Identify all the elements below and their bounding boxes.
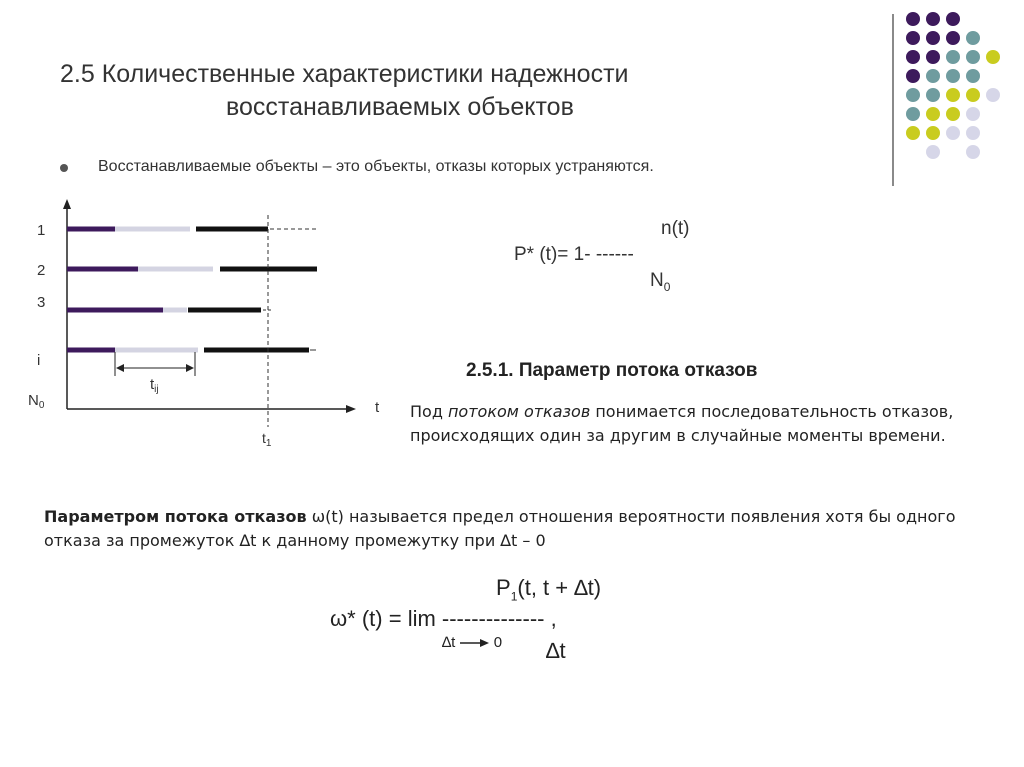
decorative-dot-icon: [946, 31, 960, 45]
row-label-3: 3: [37, 294, 46, 311]
row-label-2: 2: [37, 262, 46, 279]
flow-description-paragraph: Под потоком отказов понимается последовательность отказов, происходящих один за другим в случайные моменты времени.: [410, 402, 954, 445]
tij-label: $t_{ij}$: [150, 376, 159, 395]
italic-term: потоком отказов: [447, 402, 591, 421]
decorative-dot-icon: [926, 12, 940, 26]
decorative-dot-icon: [946, 88, 960, 102]
decorative-dot-icon: [946, 50, 960, 64]
decorative-dot-icon: [926, 107, 940, 121]
formula2-limit: ∆t 0: [442, 634, 503, 651]
decorative-dot-icon: [966, 145, 980, 159]
formula1-denominator: $N_0$: [650, 270, 671, 294]
decorative-dot-icon: [946, 12, 960, 26]
decorative-dot-icon: [966, 50, 980, 64]
tij-right-arrow-icon: [186, 364, 194, 372]
row-label-i: i: [37, 352, 41, 369]
decorative-dot-icon: [966, 88, 980, 102]
decorative-dot-icon: [966, 107, 980, 121]
bullet-icon: [60, 164, 68, 172]
section-heading: 2.5.1. Параметр потока отказов: [466, 360, 758, 381]
formula2-numerator: $P_1(t$, t + ∆t): [496, 575, 602, 604]
decorative-dot-icon: [926, 50, 940, 64]
decorative-dot-icon: [926, 69, 940, 83]
failure-timeline-diagram: [20, 195, 380, 455]
x-axis-arrow-icon: [346, 405, 356, 413]
definition-term: Параметром потока отказов: [44, 507, 307, 526]
vertical-divider: [892, 14, 894, 186]
t1-label: $t_1$: [262, 430, 272, 449]
slide-title: [60, 58, 760, 124]
formula1-numerator: n(t): [661, 218, 690, 239]
t-axis-label: t: [375, 399, 380, 416]
bullet-text: Восстанавливаемые объекты – это объекты, отказы которых устраняются.: [98, 158, 654, 175]
decorative-dot-icon: [966, 69, 980, 83]
n0-label: $N_0$: [28, 392, 45, 411]
decorative-dot-icon: [946, 69, 960, 83]
decorative-dot-icon: [986, 88, 1000, 102]
title-line-1: 2.5 Количественные характеристики надежности: [60, 60, 629, 88]
row-label-1: 1: [37, 222, 46, 239]
tij-left-arrow-icon: [116, 364, 124, 372]
decorative-dot-icon: [906, 12, 920, 26]
decorative-dot-icon: [946, 126, 960, 140]
decorative-dot-icon: [906, 31, 920, 45]
decorative-dot-icon: [926, 88, 940, 102]
decorative-dot-icon: [946, 107, 960, 121]
decorative-dot-icon: [906, 107, 920, 121]
decorative-dot-icon: [906, 50, 920, 64]
decorative-dot-icon: [986, 50, 1000, 64]
title-line-2: восстанавливаемых объектов: [226, 93, 574, 121]
decorative-dot-icon: [926, 31, 940, 45]
limit-arrow-icon: [460, 637, 490, 649]
formula1-left: P* (t)= 1- ------: [514, 244, 634, 265]
decorative-dot-icon: [966, 126, 980, 140]
formula2-denominator: ∆t: [546, 638, 566, 663]
decorative-dot-icon: [926, 126, 940, 140]
definition-paragraph: Параметром потока отказов ω(t) называется предел отношения вероятности появления хотя бы одного отказа за промежуток ∆t к данному промежутку при ∆t – 0: [44, 507, 956, 550]
decorative-dot-icon: [926, 145, 940, 159]
decorative-dot-grid: [906, 12, 1016, 162]
decorative-dot-icon: [906, 126, 920, 140]
decorative-dot-icon: [906, 88, 920, 102]
decorative-dot-icon: [966, 31, 980, 45]
formula2-left: ω* (t) = lim -------------- ,: [330, 606, 557, 631]
decorative-dot-icon: [906, 69, 920, 83]
y-axis-arrow-icon: [63, 199, 71, 209]
